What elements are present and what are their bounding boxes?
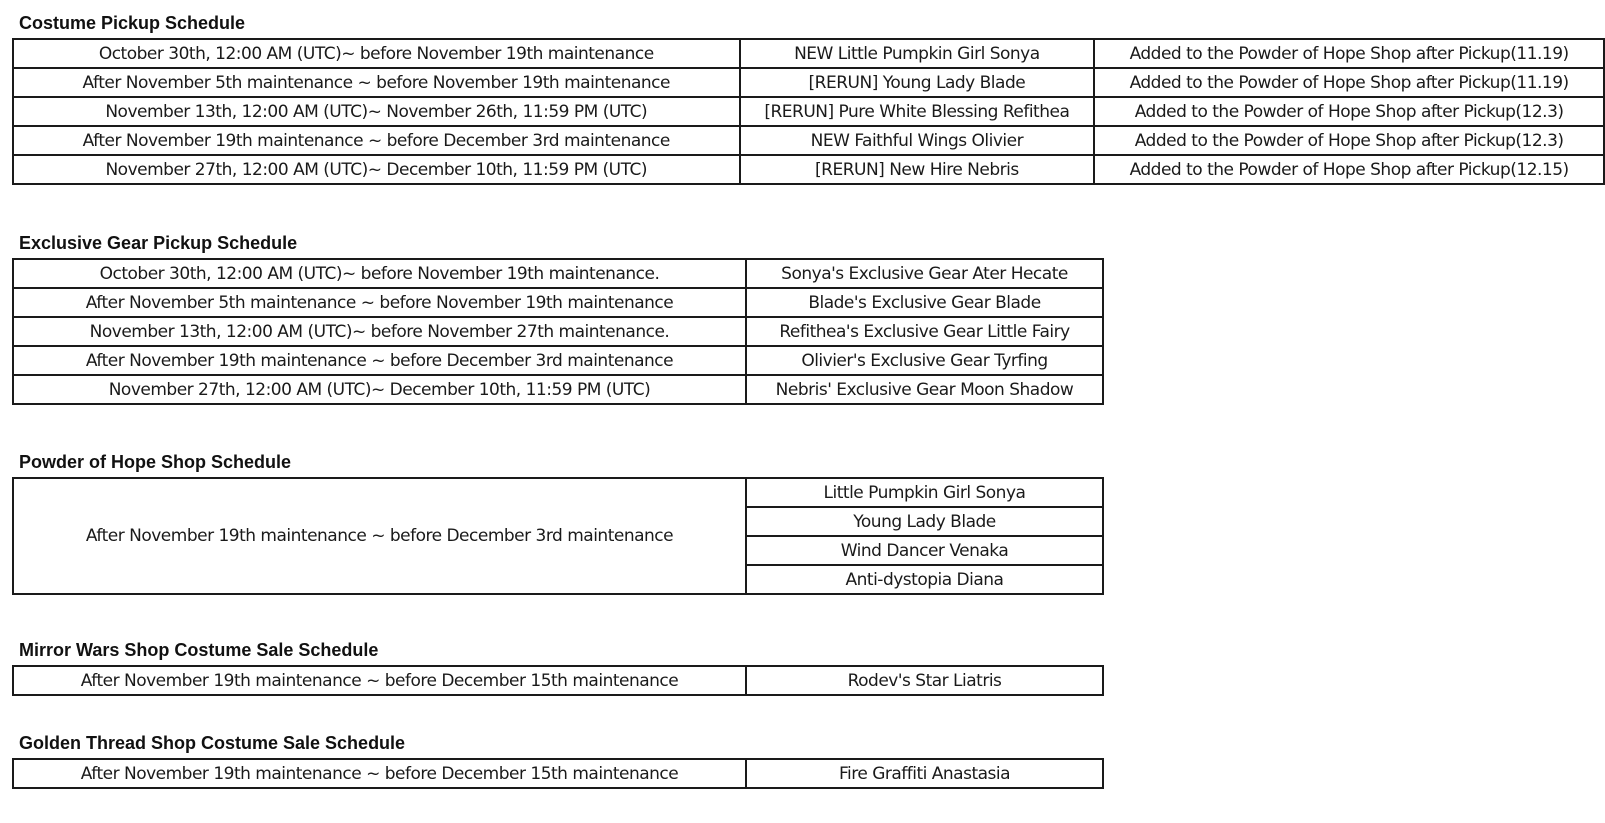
- gear-cell: Blade's Exclusive Gear Blade: [746, 288, 1103, 317]
- exclusive-gear-title: Exclusive Gear Pickup Schedule: [19, 233, 298, 253]
- table-row: [13, 346, 1103, 375]
- note-cell: Added to the Powder of Hope Shop after Pickup(12.15): [1094, 155, 1604, 184]
- mirror-wars-title: Mirror Wars Shop Costume Sale Schedule: [19, 640, 379, 660]
- period-cell: After November 19th maintenance ~ before December 3rd maintenance: [13, 478, 746, 594]
- golden-thread-table: [12, 758, 1104, 789]
- table-row: [13, 68, 1604, 97]
- table-row: [13, 126, 1604, 155]
- item-cell: Young Lady Blade: [746, 507, 1103, 536]
- gear-cell: Sonya's Exclusive Gear Ater Hecate: [746, 259, 1103, 288]
- item-cell: Wind Dancer Venaka: [746, 536, 1103, 565]
- gear-cell: Refithea's Exclusive Gear Little Fairy: [746, 317, 1103, 346]
- period-cell: After November 19th maintenance ~ before December 15th maintenance: [13, 666, 746, 695]
- period-cell: November 27th, 12:00 AM (UTC)~ December 10th, 11:59 PM (UTC): [13, 155, 740, 184]
- table-row: [13, 478, 1103, 507]
- gear-cell: Nebris' Exclusive Gear Moon Shadow: [746, 375, 1103, 404]
- note-cell: Added to the Powder of Hope Shop after Pickup(12.3): [1094, 97, 1604, 126]
- costume-cell: NEW Little Pumpkin Girl Sonya: [740, 39, 1095, 68]
- golden-thread-title: Golden Thread Shop Costume Sale Schedule: [19, 733, 406, 753]
- table-row: [13, 155, 1604, 184]
- costume-pickup-title: Costume Pickup Schedule: [19, 13, 246, 33]
- mirror-wars-table: [12, 665, 1104, 696]
- period-cell: November 13th, 12:00 AM (UTC)~ before November 27th maintenance.: [13, 317, 746, 346]
- table-row: [13, 375, 1103, 404]
- table-row: [13, 97, 1604, 126]
- item-cell: Anti-dystopia Diana: [746, 565, 1103, 594]
- table-row: [13, 666, 1103, 695]
- note-cell: Added to the Powder of Hope Shop after Pickup(12.3): [1094, 126, 1604, 155]
- period-cell: After November 19th maintenance ~ before December 3rd maintenance: [13, 346, 746, 375]
- costume-cell: [RERUN] New Hire Nebris: [740, 155, 1095, 184]
- exclusive-gear-table: [12, 258, 1104, 405]
- gear-cell: Olivier's Exclusive Gear Tyrfing: [746, 346, 1103, 375]
- costume-cell: [RERUN] Pure White Blessing Refithea: [740, 97, 1095, 126]
- table-row: [13, 317, 1103, 346]
- period-cell: November 27th, 12:00 AM (UTC)~ December 10th, 11:59 PM (UTC): [13, 375, 746, 404]
- note-cell: Added to the Powder of Hope Shop after Pickup(11.19): [1094, 39, 1604, 68]
- item-cell: Rodev's Star Liatris: [746, 666, 1103, 695]
- table-row: [13, 39, 1604, 68]
- table-row: [13, 288, 1103, 317]
- period-cell: After November 19th maintenance ~ before December 3rd maintenance: [13, 126, 740, 155]
- period-cell: After November 5th maintenance ~ before November 19th maintenance: [13, 68, 740, 97]
- costume-cell: NEW Faithful Wings Olivier: [740, 126, 1095, 155]
- costume-pickup-table: [12, 38, 1605, 185]
- powder-shop-table: [12, 477, 1104, 595]
- costume-cell: [RERUN] Young Lady Blade: [740, 68, 1095, 97]
- period-cell: October 30th, 12:00 AM (UTC)~ before November 19th maintenance: [13, 39, 740, 68]
- powder-shop-title: Powder of Hope Shop Schedule: [19, 452, 292, 472]
- period-cell: After November 5th maintenance ~ before November 19th maintenance: [13, 288, 746, 317]
- item-cell: Fire Graffiti Anastasia: [746, 759, 1103, 788]
- period-cell: After November 19th maintenance ~ before December 15th maintenance: [13, 759, 746, 788]
- period-cell: October 30th, 12:00 AM (UTC)~ before November 19th maintenance.: [13, 259, 746, 288]
- table-row: [13, 759, 1103, 788]
- note-cell: Added to the Powder of Hope Shop after Pickup(11.19): [1094, 68, 1604, 97]
- item-cell: Little Pumpkin Girl Sonya: [746, 478, 1103, 507]
- table-row: [13, 259, 1103, 288]
- period-cell: November 13th, 12:00 AM (UTC)~ November 26th, 11:59 PM (UTC): [13, 97, 740, 126]
